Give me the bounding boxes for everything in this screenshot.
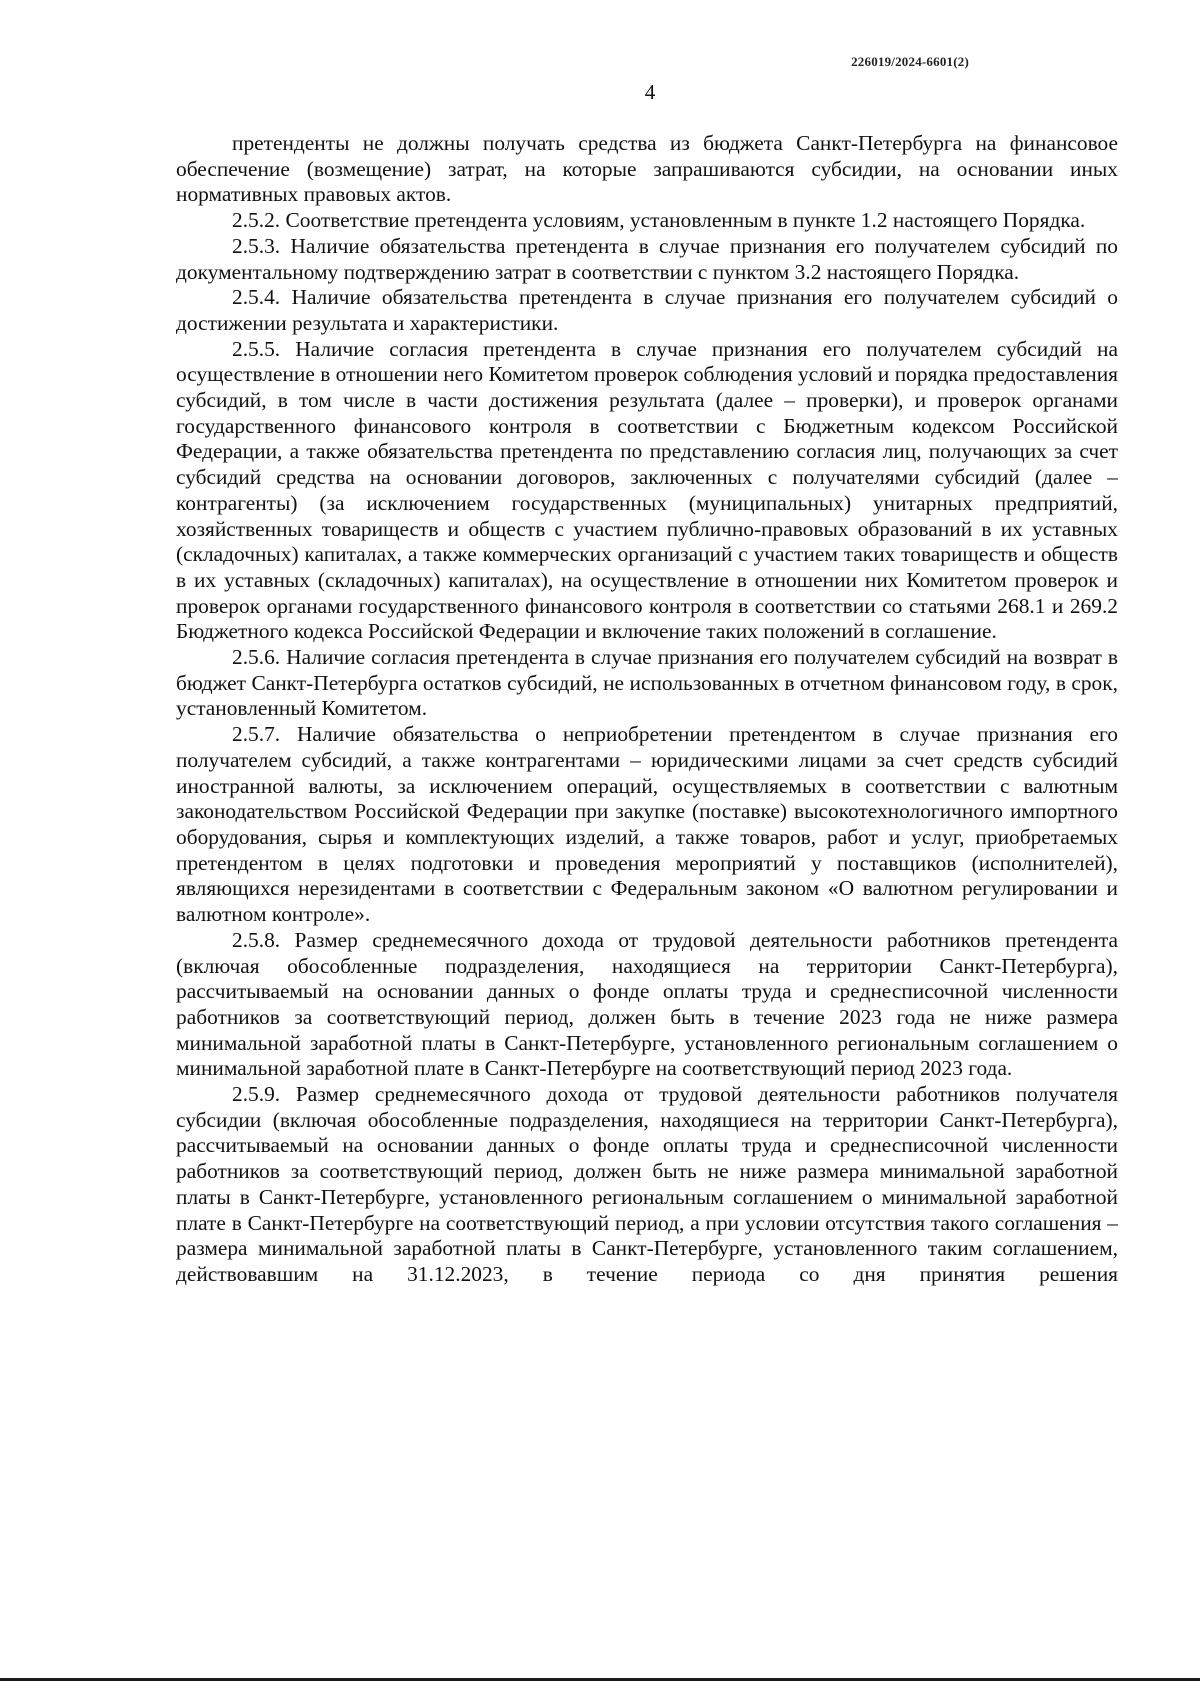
paragraph-2-5-3: 2.5.3. Наличие обязательства претендента в случае признания его получателем субсидий по документальному подтверждению затрат в соответствии с пунктом 3.2 настоящего Порядка. [176,233,1118,284]
paragraph-2-5-2: 2.5.2. Соответствие претендента условиям, установленным в пункте 1.2 настоящего Порядка. [232,208,1086,233]
paragraph-continuation: претенденты не должны получать средства из бюджета Санкт-Петербурга на финансовое обеспечение (возмещение) затрат, на которые запрашиваются субсидии, на основании иных нормативных правовых актов. [176,131,1118,207]
paragraph-2-5-9: 2.5.9. Размер среднемесячного дохода от трудовой деятельности работников получателя субсидии (включая обособленные подразделения, находящиеся на территории Санкт-Петербурга), рассчитываемый на основании данных о фонде оплаты труда и среднесписочной численности работников за соответствующий период, должен быть не ниже размера минимальной заработной платы в Санкт-Петербурге, установленного региональным соглашением о минимальной заработной плате в Санкт-Петербурге на соответствующий период, а при условии отсутствия такого соглашения – размера минимальной заработной платы в Санкт-Петербурге, установленного таким соглашением, действовавшим на 31.12.2023, в течение периода со дня принятия решения [176,1082,1118,1286]
document-body [176,131,1118,1288]
paragraph-2-5-5: 2.5.5. Наличие согласия претендента в случае признания его получателем субсидий на осуществление в отношении него Комитетом проверок соблюдения условий и порядка предоставления субсидий, в том числе в части достижения результата (далее – проверки), и проверок органами государственного финансового контроля в соответствии с Бюджетным кодексом Российской Федерации, а также обязательства претендента по представлению согласия лиц, получающих за счет субсидий средства на основании договоров, заключенных с получателями субсидий (далее – контрагенты) (за исключением государственных (муниципальных) унитарных предприятий, хозяйственных товариществ и обществ с участием публично-правовых образований в их уставных (складочных) капиталах, а также коммерческих организаций с участием таких товариществ и обществ в их уставных (складочных) капиталах), на осуществление в отношении них Комитетом проверок и проверок органами государственного финансового контроля в соответствии со статьями 268.1 и 269.2 Бюджетного кодекса Российской Федерации и включение таких положений в соглашение. [176,336,1118,644]
document-registration-number: 226019/2024-6601(2) [851,54,969,69]
paragraph-2-5-8: 2.5.8. Размер среднемесячного дохода от трудовой деятельности работников претендента (включая обособленные подразделения, находящиеся на территории Санкт-Петербурга), рассчитываемый на основании данных о фонде оплаты труда и среднесписочной численности работников за соответствующий период, должен быть в течение 2023 года не ниже размера минимальной заработной платы в Санкт-Петербурге, установленного региональным соглашением о минимальной заработной плате в Санкт-Петербурге на соответствующий период 2023 года. [176,927,1118,1081]
bottom-scan-edge-line [0,1678,1200,1681]
paragraph-2-5-6: 2.5.6. Наличие согласия претендента в случае признания его получателем субсидий на возврат в бюджет Санкт-Петербурга остатков субсидий, не использованных в отчетном финансовом году, в срок, установленный Комитетом. [176,645,1118,721]
page-number: 4 [644,80,656,104]
paragraph-2-5-4: 2.5.4. Наличие обязательства претендента в случае признания его получателем субсидий о достижении результата и характеристики. [176,285,1118,335]
paragraph-2-5-7: 2.5.7. Наличие обязательства о неприобретении претендентом в случае признания его получателем субсидий, а также контрагентами – юридическими лицами за счет средств субсидий иностранной валюты, за исключением операций, осуществляемых в соответствии с валютным законодательством Российской Федерации при закупке (поставке) высокотехнологичного импортного оборудования, сырья и комплектующих изделий, а также товаров, работ и услуг, приобретаемых претендентом в целях подготовки и проведения мероприятий у поставщиков (исполнителей), являющихся нерезидентами в соответствии с Федеральным законом «О валютном регулировании и валютном контроле». [176,722,1118,927]
